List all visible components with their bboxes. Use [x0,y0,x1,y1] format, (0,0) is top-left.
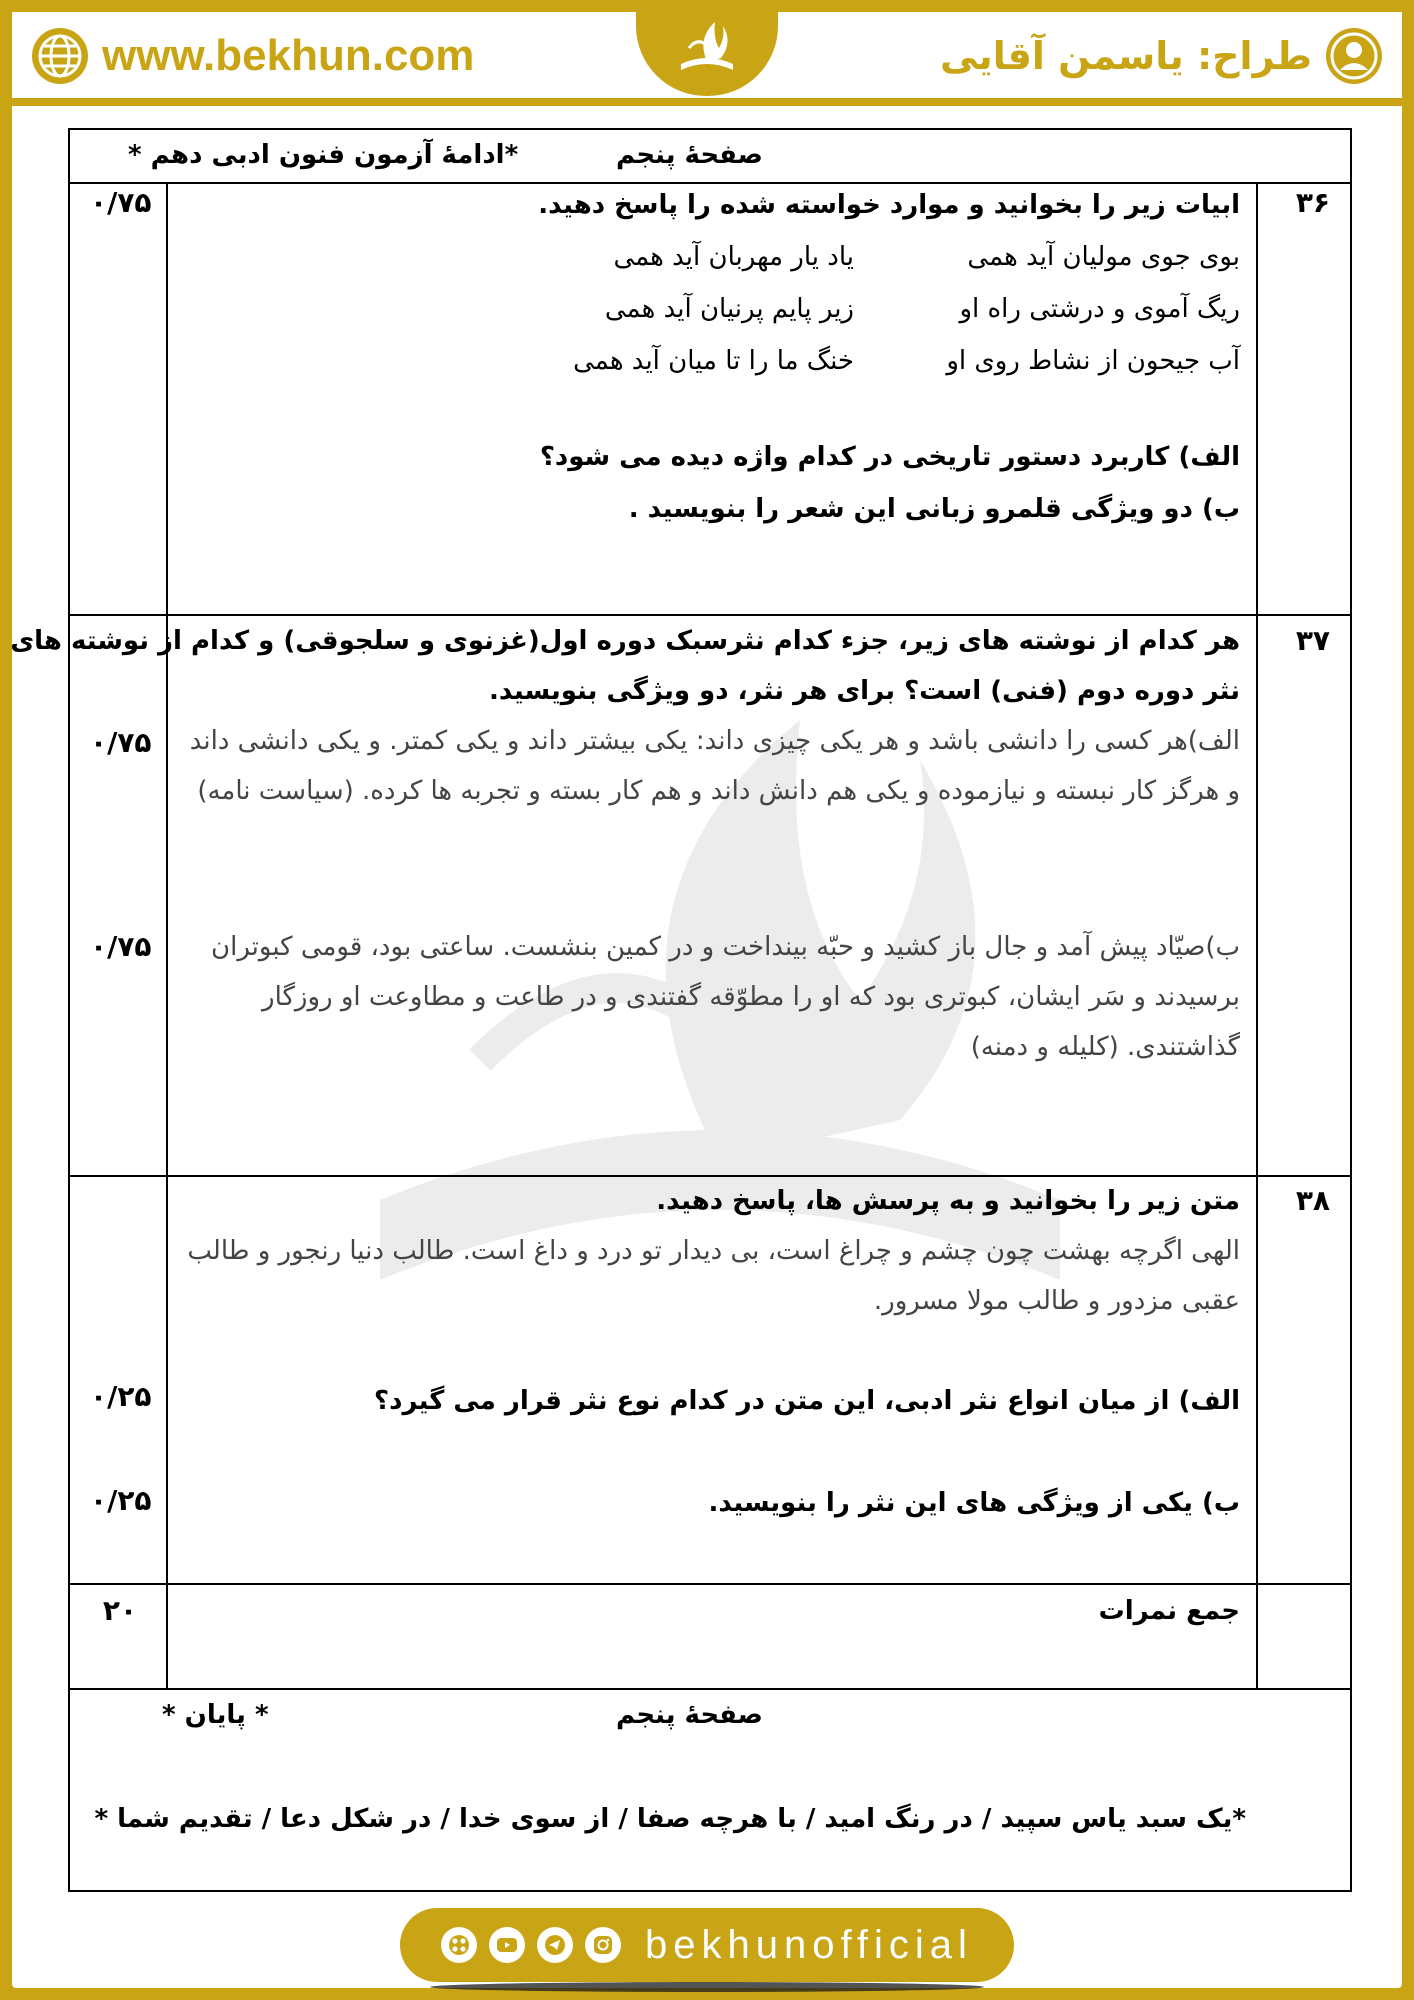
verse-hemistich: زیر پایم پرنیان آید همی [604,294,854,324]
verse-hemistich: ریگ آموی و درشتی راه او [959,294,1240,324]
row-divider [70,182,1350,184]
page-label: صفحهٔ پنجم [616,140,763,170]
question-prompt: نثر دوره دوم (فنی) است؟ برای هر نثر، دو ویژگی بنویسید. [489,676,1240,706]
column-divider [166,182,168,1688]
total-score: ۲۰ [102,1594,138,1627]
question-number: ۳۶ [1295,186,1330,219]
end-label: * پایان * [162,1700,269,1730]
part-score: ۰/۷۵ [90,726,152,759]
part-score: ۰/۲۵ [90,1484,152,1517]
footer-shadow [430,1982,984,1992]
part-score: ۰/۲۵ [90,1380,152,1413]
website-text: www.bekhun.com [102,31,475,80]
book-logo-icon [667,8,747,88]
question-prompt: ابیات زیر را بخوانید و موارد خواسته شده را پاسخ دهید. [538,190,1240,220]
passage-b: برسیدند و سَر ایشان، کبوتری بود که او را مطوّقه گفتندی و در طاعت و مطاوعت او روزگار [262,982,1240,1012]
globe-icon [32,28,88,84]
row-divider [70,1583,1350,1585]
row-divider [70,1688,1350,1690]
passage-a: و هرگز کار نبسته و نیازموده و یکی هم دانش داند و هم کار بسته و تجربه ها کرده. (سیاست نامه) [197,776,1240,806]
question-prompt: هر کدام از نوشته های زیر، جزء کدام نثرسبک دوره اول(غزنوی و سلجوقی) و کدام از نوشته های [10,626,1240,656]
question-part-a: الف) از میان انواع نثر ادبی، این متن در کدام نوع نثر قرار می گیرد؟ [374,1386,1240,1416]
telegram-icon[interactable] [537,1927,573,1963]
instagram-icon[interactable] [585,1927,621,1963]
question-number: ۳۸ [1295,1184,1330,1217]
total-label: جمع نمرات [1098,1596,1240,1626]
passage-text: الهی اگرچه بهشت چون چشم و چراغ است، بی دیدار تو درد و داغ است. طالب دنیا رنجور و طالب [187,1236,1240,1266]
row-divider [70,614,1350,616]
designer-credit [940,26,1382,86]
question-prompt: متن زیر را بخوانید و به پرسش ها، پاسخ دهید. [656,1186,1240,1216]
verse-hemistich: آب جیحون از نشاط روی او [946,346,1240,376]
youtube-icon[interactable] [489,1927,525,1963]
dedication-text: *یک سبد یاس سپید / در رنگ امید / با هرچه صفا / از سوی خدا / در شکل دعا / تقدیم شما * [94,1804,1246,1834]
question-part-b: ب) یکی از ویژگی های این نثر را بنویسید. [708,1488,1240,1518]
passage-text: عقبی مزدور و طالب مولا مسرور. [873,1286,1240,1316]
passage-a: الف)هر کسی را دانشی باشد و هر یکی چیزی داند: یکی بیشتر داند و یکی کمتر. و یکی دانشی داند [189,726,1240,756]
question-score: ۰/۷۵ [90,186,152,219]
passage-b: گذاشتندی. (کلیله و دمنه) [970,1032,1240,1062]
exam-table [10,128,1352,1892]
question-part-a: الف) کاربرد دستور تاریخی در کدام واژه دیده می شود؟ [539,442,1240,472]
page-label: صفحهٔ پنجم [616,1700,763,1730]
social-footer [400,1908,1014,1982]
designer-text: طراح: یاسمن آقایی [940,34,1312,78]
verse-hemistich: یاد یار مهربان آید همی [613,242,854,272]
passage-b: ب)صیّاد پیش آمد و جال باز کشید و حبّه بینداخت و در کمین بنشست. ساعتی بود، قومی کبوتران [211,932,1240,962]
verse-hemistich: خنگ ما را تا میان آید همی [573,346,854,376]
question-number: ۳۷ [1295,624,1330,657]
column-divider [1256,182,1258,1688]
website-link[interactable] [32,26,474,86]
part-score: ۰/۷۵ [90,930,152,963]
verse-hemistich: بوی جوی مولیان آید همی [967,242,1240,272]
row-divider [70,1175,1350,1177]
user-icon [1326,28,1382,84]
aparat-icon[interactable] [441,1927,477,1963]
exam-continuation-title: *ادامهٔ آزمون فنون ادبی دهم * [128,140,519,170]
question-part-b: ب) دو ویژگی قلمرو زبانی این شعر را بنویسید . [628,494,1240,524]
social-handle[interactable]: bekhunofficial [645,1922,973,1967]
